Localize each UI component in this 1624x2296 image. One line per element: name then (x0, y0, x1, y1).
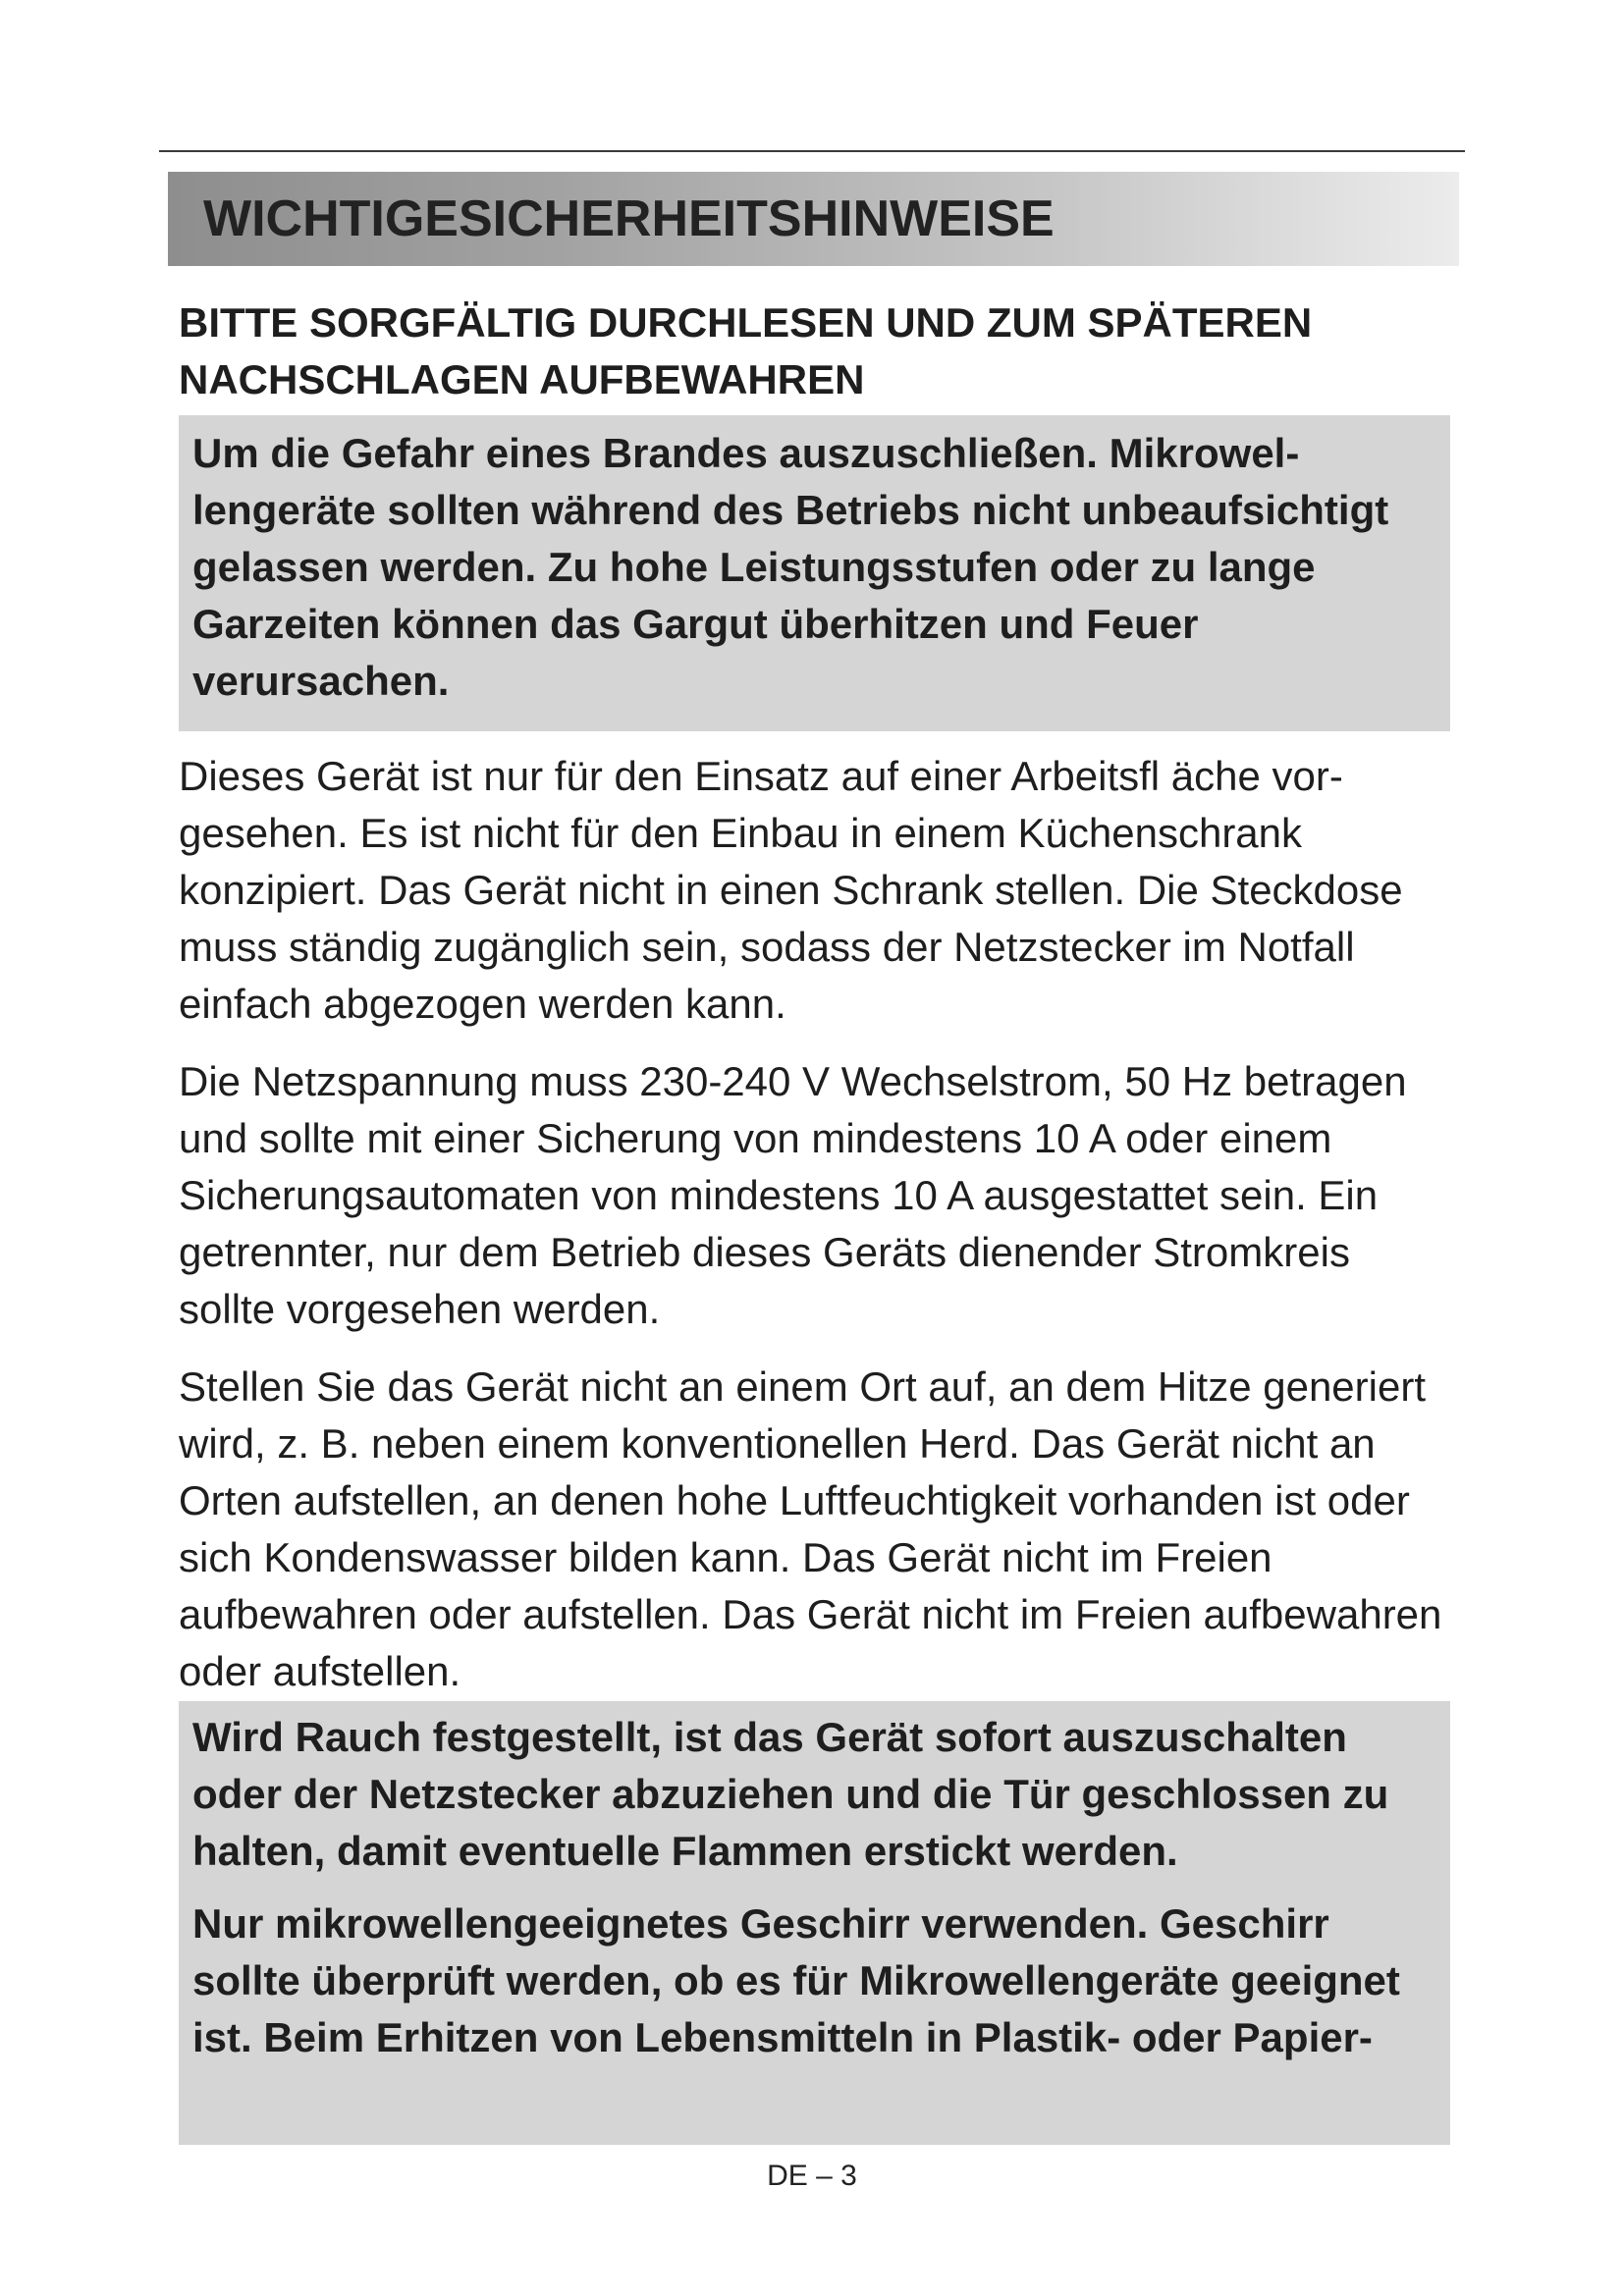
fire-warning-box (179, 415, 1450, 731)
paragraph-voltage: Die Netzspannung muss 230-240 V Wechselstrom, 50 Hz betragen und sollte mit einer Sicherung von mindestens 10 A oder einem Sicherungsautomaten von mindestens 10 A ausgestattet sein. Ein getrennter, nur dem Betrieb dieses Geräts dienender Stromkreis sollte vorgesehen werden. (179, 1058, 1407, 1332)
subheading: BITTE SORGFÄLTIG DURCHLESEN UND ZUM SPÄTEREN NACHSCHLAGEN AUFBEWAHREN (179, 299, 1313, 402)
smoke-warning-text: Wird Rauch festgestellt, ist das Gerät sofort auszuschalten oder der Netzstecker abzuziehen und die Tür geschlossen zu halten, damit eventuelle Flammen erstickt werden. (192, 1714, 1389, 1874)
section-title-bar (168, 172, 1459, 266)
page-number: DE – 3 (767, 2160, 857, 2192)
top-divider (159, 150, 1465, 152)
paragraph-placement: Stellen Sie das Gerät nicht an einem Ort auf, an dem Hitze generiert wird, z. B. neben einem konventionellen Herd. Das Gerät nicht an Orten aufstellen, an denen hohe Luftfeuchtigkeit vorhanden ist oder sich Kondenswasser bilden kann. Das Gerät nicht im Freien aufbewahren oder aufstellen. Das Gerät nicht im Freien aufbewahren oder aufstellen. (179, 1363, 1442, 1694)
smoke-warning-box (179, 1701, 1450, 2145)
page-title: WICHTIGESICHERHEITSHINWEISE (203, 190, 1055, 247)
fire-warning-text: Um die Gefahr eines Brandes auszuschließen. Mikrowellengeräte sollten während des Betriebs nicht unbeaufsichtigt gelassen werden. Zu hohe Leistungsstufen oder zu lange Garzeiten können das Gargut überhitzen und Feuer verursachen. (192, 430, 1389, 704)
cookware-warning-text: Nur mikrowellengeeignetes Geschirr verwenden. Geschirr sollte überprüft werden, ob es für Mikrowellengeräte geeignet ist. Beim Erhitzen von Lebensmitteln in Plastik- oder Papier- (192, 1900, 1400, 2060)
paragraph-installation: Dieses Gerät ist nur für den Einsatz auf einer Arbeitsfl äche vorgesehen. Es ist nicht für den Einbau in einem Küchenschrank konzipiert. Das Gerät nicht in einen Schrank stellen. Die Steckdose muss ständig zugänglich sein, sodass der Netzstecker im Notfall einfach abgezogen werden kann. (179, 753, 1403, 1027)
